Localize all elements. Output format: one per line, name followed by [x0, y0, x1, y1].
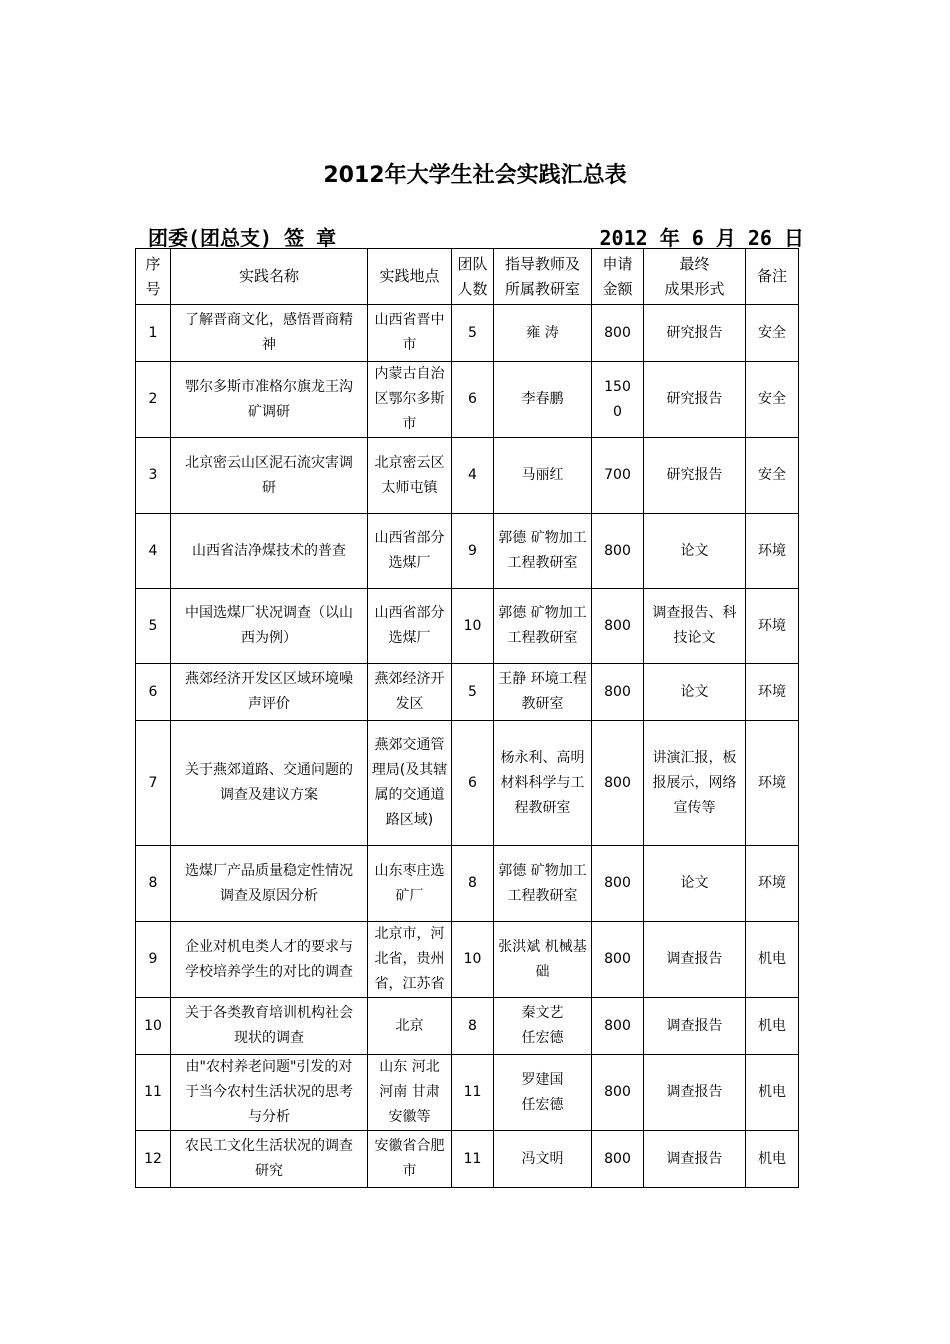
cell-location: 山东 河北 河南 甘肃 安徽等 — [368, 1055, 452, 1131]
cell-location: 北京密云区太师屯镇 — [368, 438, 452, 514]
table-row — [136, 1131, 799, 1188]
header-amount — [592, 249, 644, 305]
header-name: 实践名称 — [171, 249, 368, 305]
cell-location: 山西省部分选煤厂 — [368, 514, 452, 589]
header-size-line1: 团队 — [457, 254, 488, 273]
cell-seq: 7 — [136, 721, 171, 846]
stamp-row — [140, 222, 804, 250]
cell-location: 山西省晋中市 — [368, 305, 452, 362]
cell-seq: 12 — [136, 1131, 171, 1188]
cell-seq: 5 — [136, 589, 171, 664]
cell-name: 关于各类教育培训机构社会现状的调查 — [171, 998, 368, 1055]
table-row — [136, 514, 799, 589]
cell-size: 8 — [452, 846, 494, 922]
table-row — [136, 998, 799, 1055]
cell-note: 机电 — [746, 922, 799, 998]
header-seq: 序号 — [136, 249, 171, 305]
cell-result: 论文 — [644, 664, 746, 721]
cell-size: 9 — [452, 514, 494, 589]
cell-location: 北京市，河北省，贵州省，江苏省 — [368, 922, 452, 998]
cell-size: 11 — [452, 1055, 494, 1131]
cell-name: 关于燕郊道路、交通问题的调查及建议方案 — [171, 721, 368, 846]
cell-teacher: 郭德 矿物加工工程教研室 — [494, 589, 592, 664]
header-size — [452, 249, 494, 305]
header-teacher-line2: 所属教研室 — [504, 279, 580, 298]
cell-size: 4 — [452, 438, 494, 514]
cell-result: 调查报告、科技论文 — [644, 589, 746, 664]
cell-teacher: 杨永利、高明材料科学与工程教研室 — [494, 721, 592, 846]
table-row — [136, 362, 799, 438]
cell-amount: 800 — [592, 589, 644, 664]
cell-note: 安全 — [746, 305, 799, 362]
cell-amount: 800 — [592, 922, 644, 998]
cell-result: 研究报告 — [644, 438, 746, 514]
header-result-line2: 成果形式 — [664, 279, 725, 298]
cell-seq: 11 — [136, 1055, 171, 1131]
cell-seq: 3 — [136, 438, 171, 514]
cell-seq: 1 — [136, 305, 171, 362]
cell-note: 机电 — [746, 1131, 799, 1188]
table-row — [136, 589, 799, 664]
header-location: 实践地点 — [368, 249, 452, 305]
cell-name: 由"农村养老问题"引发的对于当今农村生活状况的思考与分析 — [171, 1055, 368, 1131]
cell-note: 安全 — [746, 438, 799, 514]
cell-amount: 800 — [592, 514, 644, 589]
cell-teacher: 王静 环境工程教研室 — [494, 664, 592, 721]
header-note: 备注 — [746, 249, 799, 305]
cell-name: 鄂尔多斯市准格尔旗龙王沟矿调研 — [171, 362, 368, 438]
cell-name: 中国选煤厂状况调查（以山西为例） — [171, 589, 368, 664]
header-teacher — [494, 249, 592, 305]
cell-size: 10 — [452, 589, 494, 664]
cell-result: 研究报告 — [644, 362, 746, 438]
table-row — [136, 664, 799, 721]
cell-size: 11 — [452, 1131, 494, 1188]
cell-size: 6 — [452, 721, 494, 846]
cell-amount: 800 — [592, 664, 644, 721]
summary-table — [135, 248, 799, 1188]
cell-amount: 1500 — [592, 362, 644, 438]
cell-size: 6 — [452, 362, 494, 438]
cell-amount: 800 — [592, 1055, 644, 1131]
cell-size: 8 — [452, 998, 494, 1055]
table-row — [136, 846, 799, 922]
cell-location: 燕郊交通管理局(及其辖属的交通道路区域) — [368, 721, 452, 846]
header-amount-line2: 金额 — [602, 279, 633, 298]
page-title: 2012年大学生社会实践汇总表 — [323, 163, 627, 188]
cell-result: 讲演汇报，板报展示，网络宣传等 — [644, 721, 746, 846]
cell-seq: 9 — [136, 922, 171, 998]
cell-result: 研究报告 — [644, 305, 746, 362]
header-result-line1: 最终 — [679, 254, 710, 273]
cell-note: 环境 — [746, 514, 799, 589]
table-row — [136, 922, 799, 998]
table-row — [136, 721, 799, 846]
cell-seq: 4 — [136, 514, 171, 589]
cell-location: 北京 — [368, 998, 452, 1055]
cell-teacher: 郭德 矿物加工工程教研室 — [494, 514, 592, 589]
cell-result: 调查报告 — [644, 922, 746, 998]
cell-note: 环境 — [746, 589, 799, 664]
cell-amount: 800 — [592, 721, 644, 846]
cell-result: 调查报告 — [644, 998, 746, 1055]
cell-note: 机电 — [746, 998, 799, 1055]
stamp-date: 2012 年 6 月 26 日 — [599, 226, 804, 250]
cell-amount: 700 — [592, 438, 644, 514]
cell-name: 山西省洁净煤技术的普查 — [171, 514, 368, 589]
cell-location: 燕郊经济开发区 — [368, 664, 452, 721]
header-teacher-line1: 指导教师及 — [504, 254, 580, 273]
cell-teacher: 雍 涛 — [494, 305, 592, 362]
cell-amount: 800 — [592, 1131, 644, 1188]
cell-teacher: 李春鹏 — [494, 362, 592, 438]
cell-seq: 6 — [136, 664, 171, 721]
cell-note: 安全 — [746, 362, 799, 438]
cell-result: 论文 — [644, 846, 746, 922]
cell-size: 10 — [452, 922, 494, 998]
cell-location: 山东枣庄选矿厂 — [368, 846, 452, 922]
table-row — [136, 438, 799, 514]
cell-seq: 8 — [136, 846, 171, 922]
header-size-line2: 人数 — [457, 279, 488, 298]
cell-teacher: 冯文明 — [494, 1131, 592, 1188]
cell-note: 环境 — [746, 721, 799, 846]
cell-size: 5 — [452, 305, 494, 362]
cell-name: 农民工文化生活状况的调查研究 — [171, 1131, 368, 1188]
cell-seq: 2 — [136, 362, 171, 438]
cell-name: 北京密云山区泥石流灾害调研 — [171, 438, 368, 514]
cell-seq: 10 — [136, 998, 171, 1055]
cell-result: 论文 — [644, 514, 746, 589]
cell-name: 燕郊经济开发区区域环境噪声评价 — [171, 664, 368, 721]
cell-teacher: 张洪斌 机械基础 — [494, 922, 592, 998]
cell-teacher: 马丽红 — [494, 438, 592, 514]
cell-amount: 800 — [592, 998, 644, 1055]
cell-location: 安徽省合肥市 — [368, 1131, 452, 1188]
cell-location: 内蒙古自治区鄂尔多斯市 — [368, 362, 452, 438]
header-result — [644, 249, 746, 305]
cell-note: 环境 — [746, 664, 799, 721]
cell-result: 调查报告 — [644, 1055, 746, 1131]
cell-amount: 800 — [592, 305, 644, 362]
table-row — [136, 305, 799, 362]
header-row — [136, 249, 799, 305]
cell-size: 5 — [452, 664, 494, 721]
cell-location: 山西省部分选煤厂 — [368, 589, 452, 664]
table-row — [136, 1055, 799, 1131]
cell-teacher: 秦文艺 任宏德 — [494, 998, 592, 1055]
stamp-label: 团委(团总支) 签 章 — [148, 226, 337, 250]
cell-name: 了解晋商文化，感悟晋商精神 — [171, 305, 368, 362]
cell-name: 企业对机电类人才的要求与学校培养学生的对比的调查 — [171, 922, 368, 998]
cell-teacher: 罗建国 任宏德 — [494, 1055, 592, 1131]
cell-teacher: 郭德 矿物加工工程教研室 — [494, 846, 592, 922]
cell-name: 选煤厂产品质量稳定性情况调查及原因分析 — [171, 846, 368, 922]
header-amount-line1: 申请 — [602, 254, 633, 273]
cell-amount: 800 — [592, 846, 644, 922]
cell-note: 环境 — [746, 846, 799, 922]
cell-note: 机电 — [746, 1055, 799, 1131]
cell-result: 调查报告 — [644, 1131, 746, 1188]
